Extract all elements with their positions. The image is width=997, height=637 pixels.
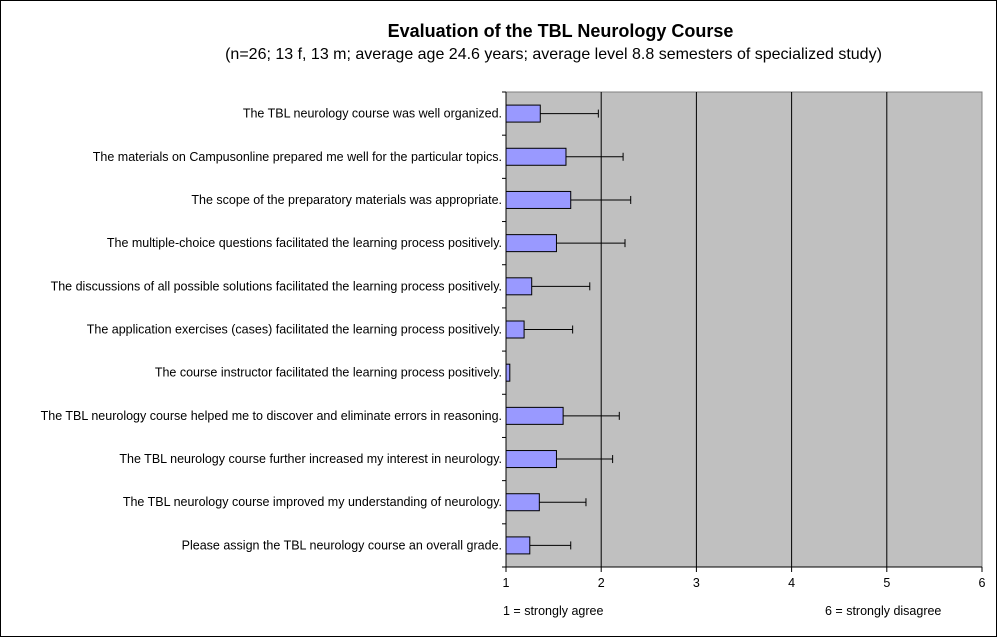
x-tick-label: 4 [788, 576, 796, 590]
x-tick-label: 2 [597, 576, 605, 590]
bar [506, 494, 539, 511]
bar [506, 278, 532, 295]
category-label: The TBL neurology course improved my understanding of neurology. [122, 495, 502, 510]
category-label: The TBL neurology course further increased my interest in neurology. [119, 452, 502, 467]
bar [506, 451, 556, 468]
category-label: The discussions of all possible solutions facilitated the learning process positively. [50, 279, 502, 294]
category-label: The TBL neurology course was well organized. [242, 106, 502, 121]
x-tick-label: 3 [692, 576, 700, 590]
category-label: The TBL neurology course helped me to discover and eliminate errors in reasoning. [40, 408, 502, 423]
bar [506, 537, 530, 554]
chart-svg [1, 1, 996, 601]
category-label: The scope of the preparatory materials was appropriate. [191, 192, 502, 207]
scale-note-disagree: 6 = strongly disagree [825, 604, 942, 618]
category-label: The multiple-choice questions facilitated the learning process positively. [106, 236, 502, 251]
bar [506, 148, 566, 165]
category-label: The course instructor facilitated the learning process positively. [154, 365, 502, 380]
category-label: Please assign the TBL neurology course an overall grade. [181, 538, 502, 553]
plot-area [506, 92, 982, 567]
category-label: The materials on Campusonline prepared me well for the particular topics. [92, 149, 502, 164]
x-tick-label: 5 [883, 576, 891, 590]
bar [506, 191, 571, 208]
scale-note-agree: 1 = strongly agree [503, 604, 604, 618]
bar [506, 407, 563, 424]
bar [506, 235, 556, 252]
x-tick-label: 1 [502, 576, 510, 590]
chart-title: Evaluation of the TBL Neurology Course [387, 21, 734, 41]
category-label: The application exercises (cases) facilitated the learning process positively. [86, 322, 502, 337]
bar [506, 105, 540, 122]
x-tick-label: 6 [978, 576, 986, 590]
bar [506, 321, 524, 338]
chart-subtitle: (n=26; 13 f, 13 m; average age 24.6 years; average level 8.8 semesters of specialized study) [225, 46, 882, 63]
bar [506, 364, 510, 381]
